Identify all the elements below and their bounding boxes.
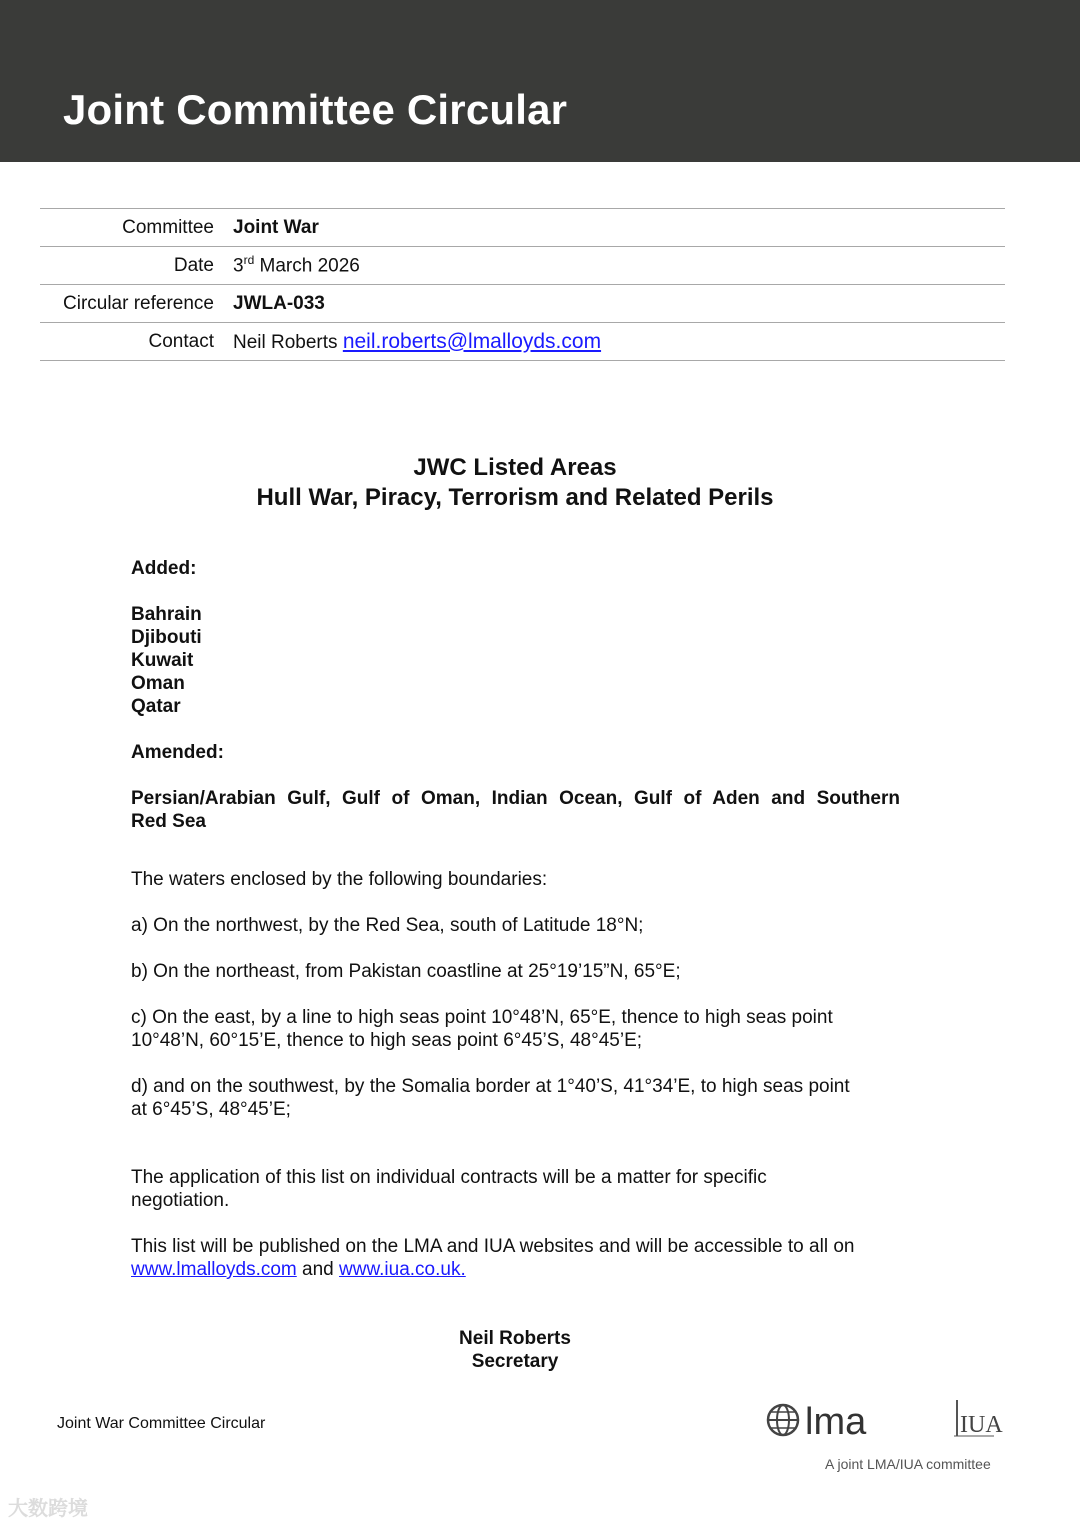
contact-value [233, 323, 1005, 361]
iua-logo [952, 1398, 1003, 1442]
committee-row [40, 209, 1005, 247]
contact-email-link[interactable]: neil.roberts@lmalloyds.com [342, 329, 602, 353]
footer-circular-label: Joint War Committee Circular [57, 1415, 266, 1432]
boundary-a: a) On the northwest, by the Red Sea, south of Latitude 18°N; [131, 915, 644, 936]
amended-area-line1: Persian/Arabian Gulf, Gulf of Oman, Indian Ocean, Gulf of Aden and Southern [131, 788, 900, 809]
contact-name: Neil Roberts [233, 331, 343, 353]
publish-line2 [131, 1258, 854, 1281]
application-line1: The application of this list on individual contracts will be a matter for specific [131, 1167, 767, 1188]
iua-logo-text: IUA [960, 1412, 1003, 1438]
page-title: Joint Committee Circular [63, 86, 568, 133]
amended-label: Amended: [131, 742, 224, 763]
publish-line1: This list will be published on the LMA and IUA websites and will be accessible to all on [131, 1236, 855, 1257]
boundary-b: b) On the northeast, from Pakistan coastline at 25°19’15”N, 65°E; [131, 961, 681, 982]
committee-label: Committee [122, 216, 214, 238]
list-item: Qatar [131, 696, 181, 717]
lma-logo-text: lma [805, 1401, 867, 1443]
document-heading: JWC Listed Areas [413, 454, 617, 481]
boundary-d-line1: d) and on the southwest, by the Somalia border at 1°40’S, 41°34’E, to high seas point [131, 1076, 850, 1097]
list-item: Djibouti [131, 627, 202, 648]
amended-area-line2: Red Sea [131, 811, 206, 832]
list-item: Oman [131, 673, 185, 694]
boundary-c [131, 1006, 833, 1052]
added-list [131, 603, 202, 718]
list-item: Bahrain [131, 604, 202, 625]
committee-value: Joint War [233, 216, 319, 238]
reference-label: Circular reference [63, 292, 214, 314]
date-rest: March 2026 [254, 255, 360, 277]
document-subheading: Hull War, Piracy, Terrorism and Related Perils [256, 484, 774, 511]
application-line2: negotiation. [131, 1190, 230, 1211]
added-label: Added: [131, 558, 197, 579]
contact-row [40, 323, 1005, 361]
circular-details-table [40, 208, 1005, 361]
reference-row [40, 285, 1005, 323]
header-banner [0, 0, 1080, 162]
lma-logo [766, 1402, 891, 1442]
contact-label: Contact [148, 330, 214, 352]
signatory-name: Neil Roberts [459, 1328, 571, 1349]
boundaries-intro: The waters enclosed by the following boundaries: [131, 869, 548, 890]
boundary-d-line2: at 6°45’S, 48°45’E; [131, 1099, 291, 1120]
date-day: 3 [233, 255, 244, 277]
lma-website-link[interactable]: www.lmalloyds.com [131, 1259, 297, 1280]
date-row [40, 247, 1005, 285]
boundary-d [131, 1075, 850, 1121]
globe-icon [768, 1405, 798, 1435]
date-label: Date [173, 254, 214, 276]
date-suffix: rd [243, 253, 255, 268]
iua-website-link[interactable]: www.iua.co.uk. [339, 1259, 466, 1280]
and-text: and [296, 1259, 340, 1280]
reference-value: JWLA-033 [233, 292, 325, 314]
signatory-title: Secretary [471, 1351, 559, 1372]
joint-committee-label: A joint LMA/IUA committee [825, 1456, 991, 1472]
application-note [131, 1166, 767, 1212]
date-value [233, 247, 1005, 285]
boundary-c-line1: c) On the east, by a line to high seas point 10°48’N, 65°E, thence to high seas point [131, 1007, 833, 1028]
publish-note [131, 1235, 854, 1281]
boundary-c-line2: 10°48’N, 60°15’E, thence to high seas point 6°45’S, 48°45’E; [131, 1030, 643, 1051]
list-item: Kuwait [131, 650, 194, 671]
watermark: 大数跨境 [8, 1498, 88, 1520]
